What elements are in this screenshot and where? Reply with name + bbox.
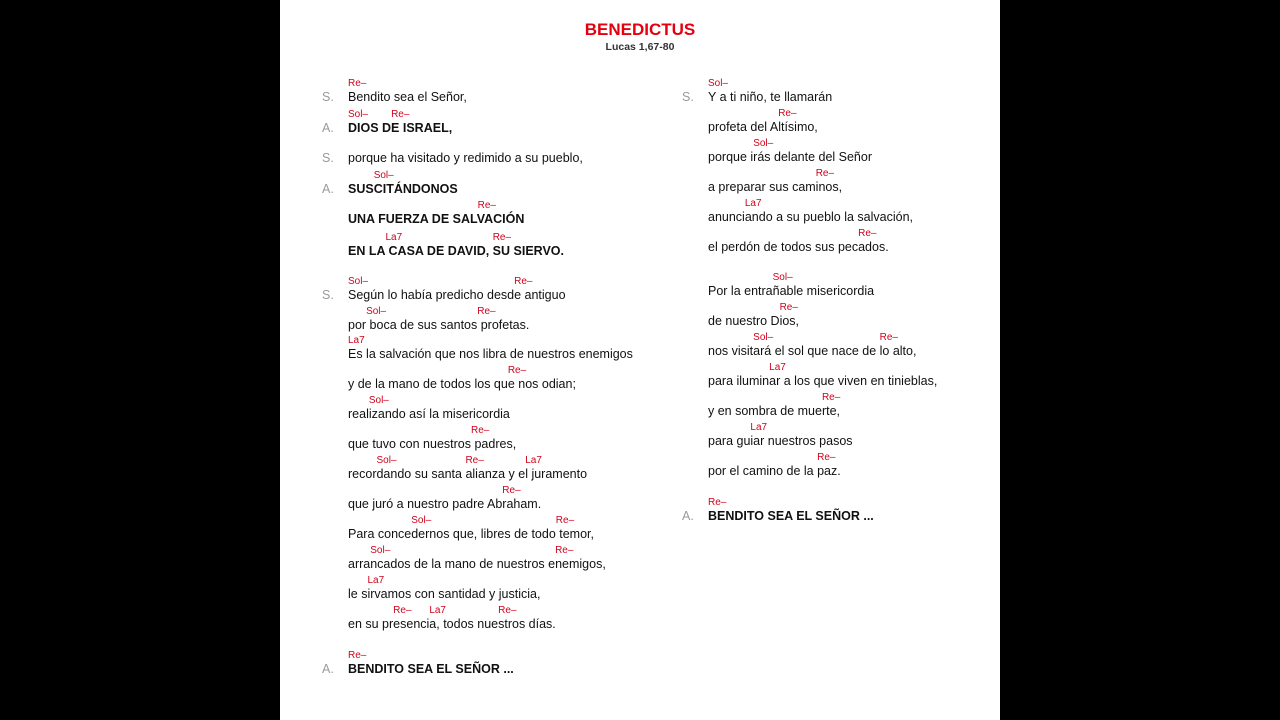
verse-line: por el camino de la paz. (708, 464, 841, 478)
chord-label: Re– (391, 109, 410, 120)
verse-line: UNA FUERZA DE SALVACIÓN (348, 212, 525, 226)
verse-line: nos visitará el sol que nace de lo alto, (708, 344, 917, 358)
verse-line: anunciando a su pueblo la salvación, (708, 210, 914, 224)
verse-line: porque irás delante del Señor (708, 150, 873, 164)
chord-label: Re– (778, 108, 797, 119)
chord-label: Re– (348, 78, 367, 89)
chord-label: Re– (555, 545, 574, 556)
verse-line: que tuvo con nuestros padres, (348, 437, 517, 451)
verse-line: Por la entrañable misericordia (708, 284, 875, 298)
verse-line: Según lo había predicho desde antiguo (348, 288, 566, 302)
verse-line: Para concedernos que, libres de todo temor, (348, 527, 594, 541)
chord-label: Sol– (368, 395, 389, 406)
verse-line: BENDITO SEA EL SEÑOR ... (348, 662, 514, 676)
chord-label: Sol– (411, 515, 432, 526)
song-title: BENEDICTUS (584, 20, 696, 39)
chord-label: Re– (555, 515, 575, 526)
chord-label: Re– (779, 302, 798, 313)
verse-line: de nuestro Dios, (708, 314, 800, 328)
chord-label: La7 (348, 335, 365, 346)
verse-line: en su presencia, todos nuestros días. (348, 617, 556, 631)
verse-line: BENDITO SEA EL SEÑOR ... (708, 509, 874, 523)
chord-label: Sol– (373, 170, 394, 181)
chord-label: Re– (708, 497, 727, 508)
chord-label: La7 (744, 198, 762, 209)
verse-line: porque ha visitado y redimido a su pueblo, (348, 151, 583, 165)
chord-label: Re– (858, 228, 877, 239)
verse-line: Es la salvación que nos libra de nuestros enemigos (348, 347, 633, 361)
chord-label: Re– (498, 605, 517, 616)
chord-label: Sol– (376, 455, 397, 466)
speaker-label: A. (322, 121, 334, 135)
speaker-label: A. (322, 182, 334, 196)
chord-label: Re– (817, 452, 836, 463)
speaker-label: S. (322, 288, 334, 302)
verse-line: realizando así la misericordia (348, 407, 510, 421)
chord-label: Sol– (366, 306, 387, 317)
chord-label: Re– (471, 425, 490, 436)
chord-label: Sol– (753, 138, 774, 149)
chord-label: Sol– (772, 272, 793, 283)
verse-line: recordando su santa alianza y el juramento (348, 467, 588, 481)
chord-label: Sol– (370, 545, 391, 556)
chord-label: La7 (367, 575, 385, 586)
speaker-label: S. (682, 90, 694, 104)
chord-label: La7 (750, 422, 768, 433)
chord-label: Re– (514, 276, 533, 287)
verse-line: para iluminar a los que viven en tinieblas, (708, 374, 938, 388)
song-subtitle: Lucas 1,67-80 (605, 41, 675, 53)
chord-label: La7 (769, 362, 786, 373)
chord-label: Re– (815, 168, 835, 179)
verse-line: Y a ti niño, te llamarán (708, 90, 833, 104)
chord-label: Sol– (348, 276, 369, 287)
chord-label: Sol– (348, 109, 369, 120)
verse-line: el perdón de todos sus pecados. (708, 240, 889, 254)
chord-label: La7 (525, 455, 542, 466)
verse-line: SUSCITÁNDONOS (348, 182, 458, 196)
speaker-label: S. (322, 151, 334, 165)
verse-line: por boca de sus santos profetas. (348, 318, 530, 332)
chord-label: Re– (821, 392, 841, 403)
verse-line: profeta del Altísimo, (708, 120, 818, 134)
verse-line: a preparar sus caminos, (708, 180, 843, 194)
speaker-label: A. (682, 509, 694, 523)
chord-label: Re– (393, 605, 412, 616)
song-sheet (280, 0, 1000, 720)
chord-label: Sol– (708, 78, 729, 89)
chord-label: Re– (477, 200, 496, 211)
verse-line: Bendito sea el Señor, (348, 90, 467, 104)
verse-line: le sirvamos con santidad y justicia, (348, 587, 541, 601)
verse-line: arrancados de la mano de nuestros enemigos, (348, 557, 606, 571)
chord-label: Sol– (753, 332, 774, 343)
chord-label: Re– (879, 332, 898, 343)
chord-label: Re– (348, 650, 367, 661)
chord-label: Re– (465, 455, 484, 466)
chord-label: Re– (492, 232, 512, 243)
verse-line: DIOS DE ISRAEL, (348, 121, 453, 135)
speaker-label: A. (322, 662, 334, 676)
speaker-label: S. (322, 90, 334, 104)
chord-label: Re– (477, 306, 496, 317)
verse-line: EN LA CASA DE DAVID, SU SIERVO. (348, 244, 565, 258)
chord-label: Re– (507, 365, 527, 376)
verse-line: para guiar nuestros pasos (708, 434, 853, 448)
verse-line: y en sombra de muerte, (708, 404, 841, 418)
chord-label: La7 (385, 232, 403, 243)
chord-label: Re– (502, 485, 521, 496)
verse-line: y de la mano de todos los que nos odian; (348, 377, 576, 391)
chord-label: La7 (429, 605, 446, 616)
verse-line: que juró a nuestro padre Abraham. (348, 497, 542, 511)
